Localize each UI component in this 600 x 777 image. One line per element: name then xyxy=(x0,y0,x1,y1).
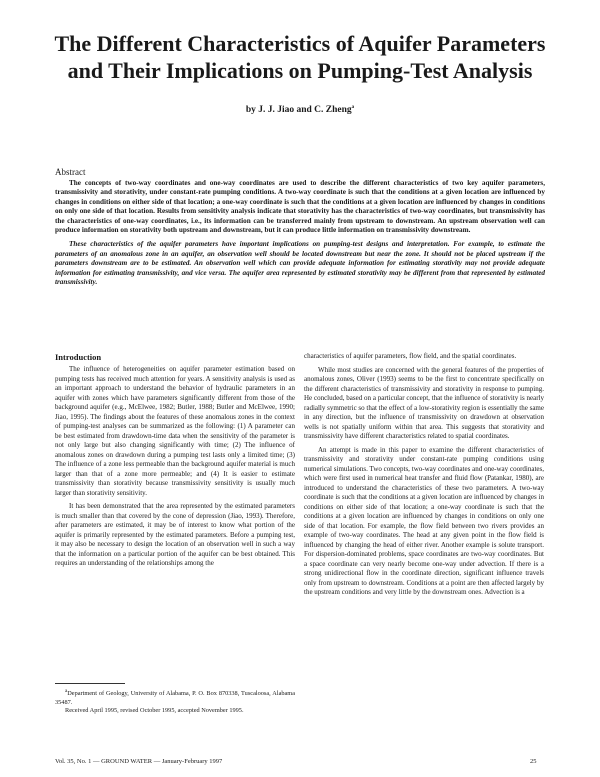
footnote-mark: a xyxy=(65,689,68,694)
left-column xyxy=(55,352,295,573)
abstract-heading: Abstract xyxy=(55,167,86,177)
author-footnote-mark: a xyxy=(351,105,355,110)
intro-paragraph-2: It has been demonstrated that the area represented by the estimated parameters is much smaller than that covered by the cone of depression (Jiao, 1993). Therefore, after parameters are estimated, it may be of interest to know what portion of the aquifer is primarily represented by the estimated parameters. Before a pumping test, it may also be necessary to design the location of an observation well in such a way that the information on a particular portion of the aquifer can be best obtained. This requires an understanding of the relationships among the xyxy=(55,502,295,567)
introduction-heading: Introduction xyxy=(55,352,102,362)
intro-paragraph-1: The influence of heterogeneities on aquifer parameter estimation based on pumping tests has received much attention for years. A sensitivity analysis is used as an important approach to understand the behavior of hydraulic parameters in an aquifer with zones which have parameters significantly different from those of the background aquifer (e.g., McElwee, 1982; Butler, 1988; Butler and McElwee, 1990; Jiao, 1995). The findings about the features of these anomalous zones in the context of pumping-test analyses can be summarized as the following: (1) A parameter can be best estimated from drawdown-time data when the sensitivity of the parameter is not only large but also changing significantly with time; (2) The influence of anomalous zones on drawdown during a pumping test lasts only a limited time; (3) The influence of a zone less permeable than the background aquifer material is much larger than that of a zone more permeable; and (4) It is easier to estimate transmissivity than storativity because transmissivity sensitivity is usually much larger than storativity sensitivity. xyxy=(55,365,295,497)
abstract-paragraph-2: These characteristics of the aquifer parameters have important implications on pumping-test designs and interpretation. For example, to estimate the parameters of an anomalous zone in an aquifer, an observation well should be located downstream but near the zone. It should not be placed upstream if the parameters downstream are to be estimated. An observation well which can provide adequate information for estimating storativity may not provide adequate information for estimating transmissivity, and vice versa. The aquifer area represented by estimated storativity may be different from that represented by estimated transmissivity. xyxy=(55,240,545,287)
footnotes xyxy=(55,688,295,715)
right-column xyxy=(304,352,544,602)
page-number: 25 xyxy=(530,758,537,765)
author-line xyxy=(0,105,600,115)
footnote-rule xyxy=(55,683,125,684)
right-paragraph-2: An attempt is made in this paper to examine the different characteristics of transmissivity and storativity under constant-rate pumping conditions using numerical simulations. Two concepts, two-way coordinates and one-way coordinates, which were first used in numerical heat transfer and fluid flow (Patankar, 1980), are introduced to understand the characteristics of these two parameters. A two-way coordinate is such that the conditions at a given location are influenced by changes in conditions on either side of that location; a one-way coordinate is such that the conditions at a given location are influenced by changes in conditions on only one side of that location. For example, the flow field between two rivers provides an example of two-way coordinates. The head at any given point in the flow field is influenced by changing the head of either river. Another example is solute transport. For dispersion-dominated problems, space coordinates are two-way coordinates. But a space coordinate can very nearly become one-way under advection. If there is a strong unidirectional flow in the coordinate direction, significant influence travels only from upstream to downstream. Conditions at a point are then affected largely by the upstream conditions and very little by the downstream ones. Advection is a xyxy=(304,445,544,596)
journal-footer: Vol. 35, No. 1 — GROUND WATER — January-February 1997 xyxy=(55,758,223,765)
footnote-affiliation xyxy=(55,688,295,707)
author-names: by J. J. Jiao and C. Zheng xyxy=(245,105,352,116)
footnote-affiliation-text: Department of Geology, University of Alabama, P. O. Box 870338, Tuscaloosa, Alabama 35487. xyxy=(55,690,295,706)
title-line-1: The Different Characteristics of Aquifer Parameters xyxy=(54,31,546,56)
right-paragraph-0: characteristics of aquifer parameters, flow field, and the spatial coordinates. xyxy=(304,352,517,360)
abstract-paragraph-1: The concepts of two-way coordinates and one-way coordinates are used to describe the different characteristics of two key aquifer parameters, transmissivity and storativity, under constant-rate pumping conditions. A two-way coordinate is such that the conditions at a given location are influenced by changes in conditions on either side of that location; a one-way coordinate is such that the conditions at a given location are influenced by changes in conditions on only one side of that location. Results from sensitivity analysis indicate that storativity has the characteristics of two-way coordinates, but transmissivity has the characteristics of one-way coordinates, i.e., its information can be transferred mainly from upstream to downstream. An upstream observation well can produce information on storativity both upstream and downstream, but it can produce little information on transmissivity downstream. xyxy=(55,179,545,235)
footnote-received: Received April 1995, revised October 1995, accepted November 1995. xyxy=(65,706,244,714)
right-paragraph-1: While most studies are concerned with the general features of the properties of anomalous zones, Oliver (1993) seems to be the first to concentrate specifically on the different characteristics of transmissivity and storativity in response to pumping. He concluded, based on a particular concept, that the influence of storativity is nearly radially symmetric so that the effect of a low-storativity region is essentially the same in any direction, but the influence of transmissivity on drawdown at observation wells is not spatially uniform within that area. This suggests that storativity and transmissivity have different characteristics related to spatial coordinates. xyxy=(304,365,544,440)
abstract-section xyxy=(55,167,545,292)
title-line-2: and Their Implications on Pumping-Test Analysis xyxy=(67,58,533,83)
paper-title xyxy=(30,30,570,84)
